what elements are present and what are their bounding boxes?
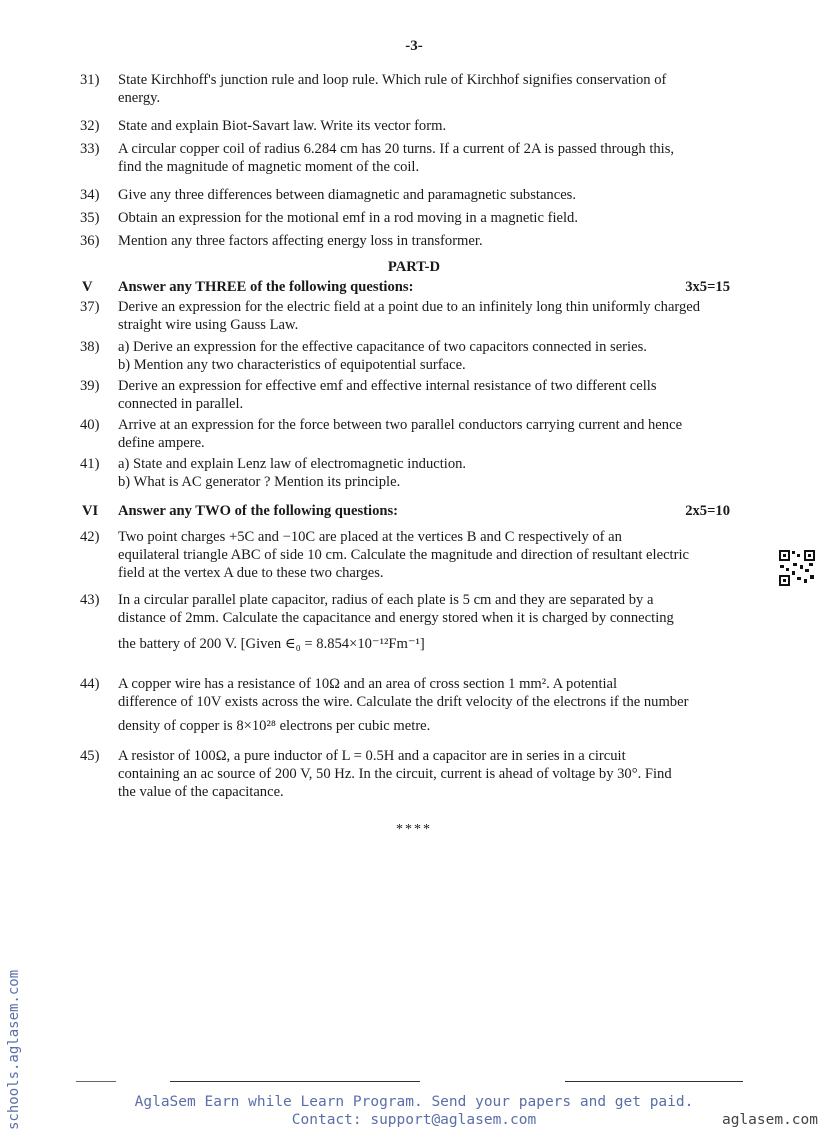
question-text: find the magnitude of magnetic moment of the coil. <box>118 159 420 175</box>
question-text: Derive an expression for the electric field at a point due to an infinitely long thin uniformly charged <box>118 299 701 315</box>
question-text: the value of the capacitance. <box>118 784 284 800</box>
footer-rule <box>170 1081 420 1082</box>
question-35 <box>80 209 740 227</box>
section-roman: V <box>82 279 93 295</box>
question-number: 44) <box>80 676 100 692</box>
question-text: Obtain an expression for the motional emf in a rod moving in a magnetic field. <box>118 210 578 226</box>
question-text: connected in parallel. <box>118 396 244 412</box>
question-number: 34) <box>80 187 100 203</box>
question-text: Mention any three factors affecting energy loss in transformer. <box>118 233 483 249</box>
question-36 <box>80 232 740 250</box>
question-text: the battery of 200 V. [Given ∈₀ = 8.854×10⁻¹²Fm⁻¹] <box>118 636 425 652</box>
question-44 <box>80 675 740 735</box>
section-marks: 3x5=15 <box>685 279 730 295</box>
question-number: 39) <box>80 378 100 394</box>
question-45 <box>80 747 740 801</box>
question-43 <box>80 591 740 653</box>
question-41 <box>80 455 740 491</box>
question-text: b) What is AC generator ? Mention its principle. <box>118 474 401 490</box>
question-text: Give any three differences between diamagnetic and paramagnetic substances. <box>118 187 577 203</box>
footer-contact: Contact: support@aglasem.com <box>291 1112 537 1128</box>
question-text: density of copper is 8×10²⁸ electrons per cubic metre. <box>118 718 431 734</box>
question-number: 40) <box>80 417 100 433</box>
question-text: Derive an expression for effective emf and effective internal resistance of two different cells <box>118 378 657 394</box>
question-text: A copper wire has a resistance of 10Ω and an area of cross section 1 mm². A potential <box>118 676 618 692</box>
question-text: straight wire using Gauss Law. <box>118 317 299 333</box>
question-number: 38) <box>80 339 100 355</box>
question-31 <box>80 71 740 107</box>
question-text: energy. <box>118 90 161 106</box>
question-42 <box>80 528 740 582</box>
question-34 <box>80 186 740 204</box>
qr-code-icon <box>778 549 816 587</box>
end-marker: **** <box>396 822 432 837</box>
question-number: 37) <box>80 299 100 315</box>
question-text: b) Mention any two characteristics of equipotential surface. <box>118 357 466 373</box>
question-text: define ampere. <box>118 435 205 451</box>
question-number: 31) <box>80 72 100 88</box>
question-number: 32) <box>80 118 100 134</box>
question-40 <box>80 416 740 452</box>
footer-rule <box>76 1081 116 1082</box>
question-37 <box>80 298 740 334</box>
side-watermark <box>4 940 24 1130</box>
question-text: Two point charges +5C and −10C are placed at the vertices B and C respectively of an <box>118 529 622 545</box>
question-33 <box>80 140 740 176</box>
question-number: 43) <box>80 592 100 608</box>
section-roman: VI <box>82 503 99 519</box>
question-text: distance of 2mm. Calculate the capacitance and energy stored when it is charged by connecting <box>118 610 674 626</box>
question-number: 33) <box>80 141 100 157</box>
question-32 <box>80 117 740 135</box>
question-text: A resistor of 100Ω, a pure inductor of L = 0.5H and a capacitor are in series in a circuit <box>118 748 626 764</box>
question-text: In a circular parallel plate capacitor, radius of each plate is 5 cm and they are separated by a <box>118 592 654 608</box>
question-number: 42) <box>80 529 100 545</box>
question-text: Arrive at an expression for the force between two parallel conductors carrying current and hence <box>118 417 683 433</box>
section-marks: 2x5=10 <box>685 503 730 519</box>
question-number: 36) <box>80 233 100 249</box>
question-38 <box>80 338 740 374</box>
question-39 <box>80 377 740 413</box>
question-text: difference of 10V exists across the wire. Calculate the drift velocity of the electrons if the number <box>118 694 689 710</box>
section-instruction: Answer any TWO of the following questions: <box>118 503 399 519</box>
question-text: containing an ac source of 200 V, 50 Hz. In the circuit, current is ahead of voltage by 30°. Find <box>118 766 672 782</box>
footer-promo: AglaSem Earn while Learn Program. Send your papers and get paid. <box>134 1094 694 1110</box>
page-number: -3- <box>405 38 423 54</box>
question-text: a) State and explain Lenz law of electromagnetic induction. <box>118 456 467 472</box>
question-text: A circular copper coil of radius 6.284 cm has 20 turns. If a current of 2A is passed through this, <box>118 141 675 157</box>
section-instruction: Answer any THREE of the following questions: <box>118 279 414 295</box>
question-text: field at the vertex A due to these two charges. <box>118 565 384 581</box>
question-text: State Kirchhoff's junction rule and loop rule. Which rule of Kirchhof signifies conservation of <box>118 72 667 88</box>
question-text: a) Derive an expression for the effective capacitance of two capacitors connected in series. <box>118 339 647 355</box>
question-number: 35) <box>80 210 100 226</box>
side-watermark-text: schools.aglasem.com <box>6 969 22 1130</box>
question-text: equilateral triangle ABC of side 10 cm. Calculate the magnitude and direction of resultant electric <box>118 547 689 563</box>
question-text: State and explain Biot-Savart law. Write its vector form. <box>118 118 447 134</box>
question-number: 41) <box>80 456 100 472</box>
footer-rule <box>565 1081 743 1082</box>
question-number: 45) <box>80 748 100 764</box>
footer-url: aglasem.com <box>721 1112 818 1128</box>
part-title: PART-D <box>387 259 441 275</box>
